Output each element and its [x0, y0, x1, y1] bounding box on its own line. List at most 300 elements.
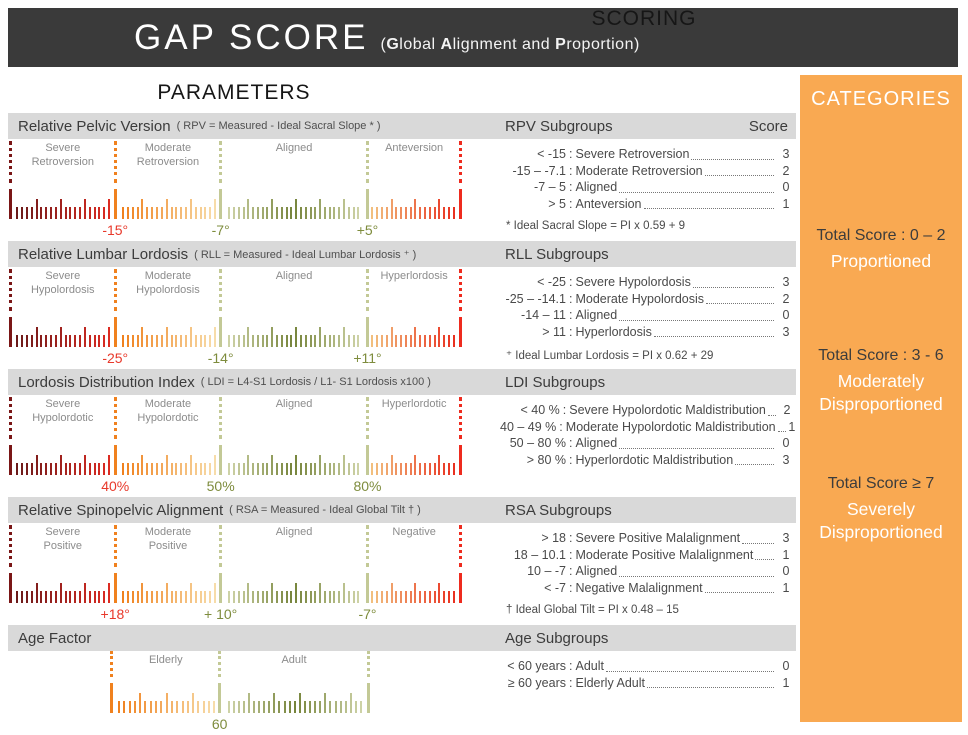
- ruler-tick: [247, 327, 249, 347]
- ruler-tick: [171, 207, 173, 219]
- ruler-boundary-dotted-line: [9, 141, 12, 183]
- scoring-score: 3: [782, 452, 790, 467]
- ruler-zone-labels: [10, 139, 460, 169]
- ruler-area: [8, 139, 470, 238]
- ruler-tick: [74, 591, 76, 603]
- section-formula: ( LDI = L4-S1 Lordosis / L1- S1 Lordosis x100 ): [200, 376, 431, 388]
- scoring-label: Anteversion: [575, 196, 642, 211]
- ruler-tick: [238, 591, 240, 603]
- category-score-range: Total Score : 0 – 2: [816, 227, 946, 244]
- ruler-tick: [175, 463, 177, 475]
- ruler-tick: [122, 463, 124, 475]
- ruler-ticks: [10, 443, 460, 475]
- ruler-tick: [89, 463, 91, 475]
- ruler-tick: [286, 207, 288, 219]
- ruler-tick: [453, 591, 455, 603]
- zone-label-line: Negative: [392, 526, 436, 538]
- header-subtitle-part: P: [555, 35, 567, 53]
- ruler-tick: [371, 335, 373, 347]
- zone-label: [221, 523, 368, 553]
- ruler-zone-ticks: [116, 187, 222, 219]
- scoring-score: 2: [783, 403, 791, 417]
- ruler-tick: [357, 591, 359, 603]
- scoring-row: [500, 547, 796, 564]
- ruler-boundary-dotted-line: [459, 269, 462, 311]
- ruler-tick: [84, 327, 86, 347]
- zone-label-line: Hypolordotic: [137, 411, 199, 424]
- ruler-tick: [310, 591, 312, 603]
- ruler-tick: [273, 693, 275, 713]
- ruler-tick: [228, 207, 230, 219]
- ruler-tick: [252, 207, 254, 219]
- ruler-tick: [268, 701, 270, 713]
- scoring-colon: :: [569, 580, 573, 595]
- ruler-tick: [395, 207, 397, 219]
- ruler-tick: [252, 335, 254, 347]
- ruler-tick: [348, 335, 350, 347]
- ruler-tick: [60, 199, 62, 219]
- category-label: Severely Disproportioned: [819, 499, 943, 542]
- zone-label-line: Retroversion: [136, 155, 200, 168]
- ruler-tick: [50, 463, 52, 475]
- header-subtitle-part: lignment and: [452, 35, 556, 53]
- ruler-tick: [123, 701, 125, 713]
- ruler-boundary-dotted-line: [366, 141, 369, 183]
- ruler-tick: [310, 335, 312, 347]
- scoring-panel: [500, 530, 796, 616]
- ruler-tick: [134, 701, 136, 713]
- header-subtitle: [380, 36, 639, 54]
- ruler-tick: [204, 463, 206, 475]
- ruler-tick: [295, 327, 297, 347]
- scoring-range: -15 – -7.1: [512, 163, 566, 178]
- section-title: Relative Pelvic Version: [18, 117, 171, 135]
- ruler-boundary-tick: [219, 445, 222, 475]
- ruler-tick: [448, 207, 450, 219]
- ruler-tick: [89, 591, 91, 603]
- ruler-tick: [253, 701, 255, 713]
- ruler-tick: [348, 463, 350, 475]
- ruler-tick: [247, 199, 249, 219]
- ruler-tick: [203, 701, 205, 713]
- scoring-list: [500, 146, 796, 212]
- ruler-tick: [419, 591, 421, 603]
- ruler-boundary-dotted-line: [459, 397, 462, 439]
- ruler-tick: [180, 591, 182, 603]
- ruler-tick: [295, 455, 297, 475]
- scoring-label: Hyperlordosis: [575, 324, 652, 339]
- ruler-tick: [386, 463, 388, 475]
- ruler-boundary-tick: [459, 573, 462, 603]
- ruler-tick: [257, 207, 259, 219]
- categories-panel: [800, 75, 962, 722]
- scoring-label: Moderate Hypolordosis: [575, 291, 705, 306]
- scoring-label: Moderate Retroversion: [575, 163, 703, 178]
- ruler-tick: [338, 335, 340, 347]
- ruler-tick: [156, 463, 158, 475]
- ruler-tick: [300, 335, 302, 347]
- ruler-zone-labels: [112, 651, 368, 671]
- ruler-tick: [357, 335, 359, 347]
- ruler-boundary-dotted-line: [459, 525, 462, 567]
- ruler-tick: [414, 327, 416, 347]
- scoring-range: 18 – 10.1: [513, 547, 566, 562]
- ruler-tick: [195, 591, 197, 603]
- ruler-tick: [314, 701, 316, 713]
- ruler-tick: [233, 463, 235, 475]
- ruler-tick: [166, 693, 168, 713]
- categories-list: [800, 75, 962, 722]
- ruler-tick: [65, 463, 67, 475]
- category-score-range: Total Score : 3 - 6: [818, 347, 944, 364]
- ruler-tick: [74, 207, 76, 219]
- zone-label: [112, 651, 220, 671]
- scoring-panel: [500, 402, 796, 468]
- header-subtitle-part: (: [380, 35, 387, 53]
- ruler-tick: [84, 583, 86, 603]
- ruler-tick: [329, 591, 331, 603]
- ruler-boundary-value: +11°: [353, 350, 382, 366]
- scoring-range: < -7: [544, 580, 566, 595]
- zone-label-line: Elderly: [148, 654, 183, 666]
- zone-label: [368, 395, 461, 425]
- ruler: [112, 651, 368, 732]
- section-formula: ( RSA = Measured - Ideal Global Tilt † ): [229, 504, 421, 516]
- ruler-tick: [127, 591, 129, 603]
- section-body: [8, 651, 796, 732]
- ruler-boundary-tick: [367, 683, 370, 713]
- scoring-label: Severe Hypolordotic Maldistribution: [569, 403, 766, 417]
- ruler-zone-ticks: [116, 315, 222, 347]
- ruler-tick: [353, 207, 355, 219]
- ruler-tick: [391, 583, 393, 603]
- scoring-colon: :: [562, 403, 567, 417]
- ruler-tick: [108, 199, 110, 219]
- ruler-tick: [69, 335, 71, 347]
- ruler-tick: [45, 335, 47, 347]
- scoring-row: [500, 563, 796, 580]
- ruler-tick: [160, 701, 162, 713]
- ruler-zone-ticks: [365, 571, 460, 603]
- ruler-tick: [290, 207, 292, 219]
- ruler-tick: [146, 591, 148, 603]
- zone-label-line: Hypolordosis: [136, 283, 200, 296]
- column-heading-scoring: SCORING: [591, 7, 697, 30]
- parameter-section: [8, 369, 796, 494]
- ruler-tick: [300, 591, 302, 603]
- ruler-area: [8, 395, 470, 494]
- ruler-boundary-tick: [218, 683, 221, 713]
- ruler-tick: [108, 327, 110, 347]
- ruler-tick: [151, 463, 153, 475]
- ruler-boundary-tick: [9, 573, 12, 603]
- scoring-range: 10 – -7: [527, 564, 566, 578]
- ruler-tick: [127, 207, 129, 219]
- zone-label: [10, 267, 115, 297]
- ruler-tick: [36, 199, 38, 219]
- ruler-tick: [266, 591, 268, 603]
- ruler-boundary-tick: [366, 573, 369, 603]
- ruler-tick: [65, 591, 67, 603]
- scoring-colon: :: [569, 291, 573, 306]
- ruler-tick: [434, 591, 436, 603]
- ruler-tick: [16, 207, 18, 219]
- scoring-dots-leader: [619, 576, 774, 577]
- zone-label: [115, 523, 220, 553]
- ruler-tick: [438, 199, 440, 219]
- ruler-tick: [60, 583, 62, 603]
- ruler-tick: [190, 199, 192, 219]
- ruler-tick: [161, 207, 163, 219]
- subgroup-title: RLL Subgroups: [505, 245, 609, 263]
- scoring-row: [500, 291, 796, 308]
- ruler-tick: [419, 335, 421, 347]
- zone-label-line: Anteversion: [385, 142, 444, 154]
- ruler-tick: [391, 455, 393, 475]
- section-body: [8, 523, 796, 622]
- ruler-tick: [103, 591, 105, 603]
- scoring-colon: :: [569, 163, 573, 178]
- scoring-row: [500, 324, 796, 341]
- scoring-row: [500, 580, 796, 597]
- ruler-tick: [262, 207, 264, 219]
- ruler-tick: [132, 335, 134, 347]
- ruler-boundary-tick: [9, 189, 12, 219]
- ruler-tick: [98, 335, 100, 347]
- ruler-tick: [132, 207, 134, 219]
- ruler-tick: [271, 327, 273, 347]
- ruler-tick: [295, 199, 297, 219]
- ruler-tick: [405, 335, 407, 347]
- ruler-tick: [132, 591, 134, 603]
- ruler-tick: [262, 335, 264, 347]
- ruler-zone-ticks: [222, 315, 365, 347]
- ruler-tick: [286, 591, 288, 603]
- scoring-score: 0: [782, 308, 790, 322]
- scoring-dots-leader: [693, 287, 774, 288]
- ruler-boundary-tick: [459, 445, 462, 475]
- categories-heading: CATEGORIES: [811, 88, 951, 110]
- ruler-tick: [434, 463, 436, 475]
- ruler-tick: [21, 335, 23, 347]
- ruler-tick: [89, 335, 91, 347]
- scoring-colon: :: [569, 324, 573, 339]
- ruler-tick: [443, 207, 445, 219]
- ruler-tick: [400, 591, 402, 603]
- ruler-tick: [357, 207, 359, 219]
- ruler-tick: [410, 207, 412, 219]
- ruler-tick: [137, 207, 139, 219]
- ruler-tick: [419, 463, 421, 475]
- ruler-tick: [26, 335, 28, 347]
- ruler-boundary-dotted-line: [366, 269, 369, 311]
- ruler-tick: [45, 207, 47, 219]
- ruler-boundary-tick: [110, 683, 113, 713]
- scoring-row: [500, 146, 796, 163]
- ruler-tick: [132, 463, 134, 475]
- ruler-tick: [151, 591, 153, 603]
- ruler-tick: [243, 701, 245, 713]
- ruler-tick: [376, 591, 378, 603]
- scoring-label: Moderate Positive Malalignment: [575, 547, 754, 562]
- scoring-label: Aligned: [575, 564, 618, 578]
- ruler-boundary-value: -25°: [102, 350, 129, 366]
- ruler-tick: [353, 463, 355, 475]
- ruler-tick: [329, 207, 331, 219]
- section-header-bar: [8, 369, 796, 395]
- ruler-tick: [26, 591, 28, 603]
- scoring-dots-leader: [619, 448, 774, 449]
- ruler-tick: [141, 199, 143, 219]
- scoring-colon: :: [569, 675, 573, 690]
- scoring-list: [500, 658, 796, 691]
- ruler-tick: [300, 207, 302, 219]
- ruler-tick: [187, 701, 189, 713]
- ruler-tick: [329, 701, 331, 713]
- scoring-score: 2: [782, 163, 790, 178]
- scoring-row: [500, 419, 796, 436]
- ruler-tick: [247, 583, 249, 603]
- ruler-zone-ticks: [365, 443, 460, 475]
- category-block: [800, 475, 962, 544]
- ruler-tick: [94, 335, 96, 347]
- ruler-tick: [295, 583, 297, 603]
- ruler-tick: [324, 335, 326, 347]
- zone-label: [368, 139, 461, 169]
- ruler-tick: [21, 463, 23, 475]
- ruler-tick: [281, 335, 283, 347]
- zone-label: [220, 651, 369, 671]
- ruler-tick: [185, 463, 187, 475]
- ruler-area: [8, 523, 470, 622]
- ruler-tick: [175, 591, 177, 603]
- ruler-boundary-dotted-line: [114, 141, 117, 183]
- ruler-ticks: [10, 187, 460, 219]
- subgroup-title: LDI Subgroups: [505, 373, 606, 391]
- ruler-tick: [319, 583, 321, 603]
- ruler-tick: [443, 335, 445, 347]
- scoring-dots-leader: [647, 687, 774, 688]
- scoring-dots-leader: [768, 415, 776, 416]
- zone-label-line: Aligned: [275, 142, 313, 154]
- ruler-tick: [345, 701, 347, 713]
- ruler-tick: [166, 583, 168, 603]
- ruler-tick: [248, 693, 250, 713]
- ruler-ticks: [10, 571, 460, 603]
- ruler-tick: [108, 455, 110, 475]
- section-title: Age Factor: [18, 629, 92, 647]
- ruler-tick: [84, 199, 86, 219]
- ruler-tick: [200, 463, 202, 475]
- ruler-tick: [386, 335, 388, 347]
- ruler-tick: [175, 335, 177, 347]
- ruler-tick: [286, 335, 288, 347]
- ruler-boundary-value: -15°: [102, 222, 129, 238]
- ruler-tick: [209, 591, 211, 603]
- ruler-tick: [276, 463, 278, 475]
- ruler-boundary-value: 40%: [101, 478, 130, 494]
- ruler-tick: [139, 693, 141, 713]
- ruler-boundary-tick: [366, 189, 369, 219]
- ruler-tick: [182, 701, 184, 713]
- scoring-dots-leader: [755, 559, 774, 560]
- ruler-tick: [371, 591, 373, 603]
- ruler-boundary-value: 80%: [353, 478, 382, 494]
- scoring-row: [500, 435, 796, 452]
- ruler-tick: [386, 207, 388, 219]
- ruler-tick: [290, 463, 292, 475]
- ruler-tick: [314, 335, 316, 347]
- parameter-section: [8, 625, 796, 732]
- ruler-boundary-tick: [366, 317, 369, 347]
- scoring-colon: :: [569, 564, 573, 578]
- ruler-boundary-tick: [114, 317, 117, 347]
- ruler-tick: [156, 591, 158, 603]
- zone-label: [221, 395, 368, 425]
- scoring-score: 1: [782, 547, 790, 562]
- ruler-tick: [329, 335, 331, 347]
- ruler-tick: [453, 207, 455, 219]
- ruler-tick: [233, 207, 235, 219]
- zone-label-line: Positive: [148, 539, 188, 552]
- header-subtitle-part: G: [386, 35, 400, 53]
- zone-label-line: Hypolordotic: [32, 411, 94, 424]
- ruler-tick: [60, 455, 62, 475]
- ruler-boundary-value: +18°: [100, 606, 130, 622]
- ruler-zone-ticks: [10, 571, 116, 603]
- ruler-tick: [79, 463, 81, 475]
- ruler-tick: [266, 335, 268, 347]
- scoring-row: [500, 675, 796, 692]
- zone-label-line: Adult: [281, 654, 307, 666]
- column-heading-parameters: PARAMETERS: [157, 81, 311, 104]
- section-header-bar: [8, 241, 796, 267]
- scoring-dots-leader: [735, 464, 774, 465]
- ruler-tick: [190, 583, 192, 603]
- ruler-tick: [333, 463, 335, 475]
- ruler-tick: [55, 463, 57, 475]
- ruler-tick: [195, 207, 197, 219]
- scoring-label: Aligned: [575, 436, 618, 450]
- ruler-tick: [190, 455, 192, 475]
- ruler-tick: [324, 463, 326, 475]
- zone-label-line: Retroversion: [31, 155, 94, 168]
- ruler-tick: [276, 591, 278, 603]
- ruler-tick: [257, 335, 259, 347]
- ruler-tick: [429, 463, 431, 475]
- ruler-tick: [395, 591, 397, 603]
- ruler-tick: [185, 591, 187, 603]
- scoring-row: [500, 163, 796, 180]
- ruler-tick: [448, 591, 450, 603]
- ruler-tick: [151, 207, 153, 219]
- ruler-tick: [333, 591, 335, 603]
- ruler-tick: [276, 335, 278, 347]
- scoring-score: 1: [788, 419, 796, 434]
- ruler-zone-ticks: [365, 315, 460, 347]
- ruler-tick: [155, 701, 157, 713]
- scoring-range: > 11: [542, 324, 566, 339]
- ruler-boundary-dotted-line: [110, 651, 113, 677]
- ruler-tick: [294, 701, 296, 713]
- scoring-range: -7 – 5: [534, 180, 566, 194]
- zone-label: [368, 267, 461, 297]
- ruler-boundary-value: + 10°: [204, 606, 238, 622]
- ruler: [10, 523, 460, 622]
- ruler-tick: [319, 327, 321, 347]
- ruler-tick: [305, 207, 307, 219]
- ruler-boundary-dotted-line: [366, 525, 369, 567]
